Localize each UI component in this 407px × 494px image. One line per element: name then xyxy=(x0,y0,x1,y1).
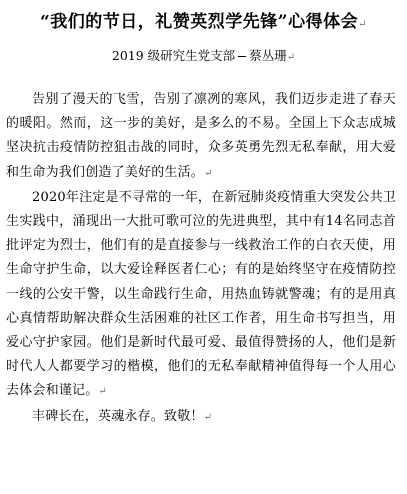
paragraph-2 xyxy=(6,186,396,405)
author-branch: 2019 级研究生党支部 xyxy=(111,48,236,63)
document-title xyxy=(0,10,407,37)
paragraph-mark-icon: ↵ xyxy=(286,52,296,63)
author-separator xyxy=(238,56,246,57)
title-text: “我们的节日，礼赞英烈学先锋”心得体会 xyxy=(40,12,359,32)
paragraph-mark-icon: ↵ xyxy=(203,411,213,423)
paragraph-mark-icon: ↵ xyxy=(98,386,107,398)
document-body xyxy=(6,88,396,430)
paragraph-2-text: 2020年注定是不寻常的一年，在新冠肺炎疫情重大突发公共卫生实践中，涌现出一大批可歌可泣的先进典型，其中有14名同志首批评定为烈士，他们有的是直接参与一线救治工作的白衣天使，用生命守护生命，以大爱诠释医者仁心；有的是始终坚守在疫情防控一线的公安干警，以生命践行生命，用热血铸就警魂；有的是用真心真情帮助解决群众生活困难的社区工作者，用生命书写担当，用爱心守护家园。他们是新时代最可爱、最值得赞扬的人，他们是新时代人人都要学习的楷模，他们的无私奉献精神值得每一个人用心去体会和谨记。 xyxy=(6,189,396,399)
author-name: 蔡丛珊 xyxy=(249,48,287,63)
paragraph-mark-icon: ↵ xyxy=(204,167,213,179)
paragraph-3-text: 丰碑长在，英魂永存。致敬！ xyxy=(32,408,204,424)
paragraph-1 xyxy=(6,88,396,186)
document-author xyxy=(0,46,407,68)
paragraph-mark-icon: ↵ xyxy=(358,19,367,30)
paragraph-3 xyxy=(6,405,396,430)
paragraph-1-text: 告别了漫天的飞雪，告别了凛冽的寒风，我们迈步走进了春天的暖阳。然而，这一步的美好，是多么的不易。全国上下众志成城坚决抗击疫情防控狙击战的同时，众多英勇先烈无私奉献，用大爱和生命为我们创造了美好的生活。 xyxy=(6,92,396,180)
